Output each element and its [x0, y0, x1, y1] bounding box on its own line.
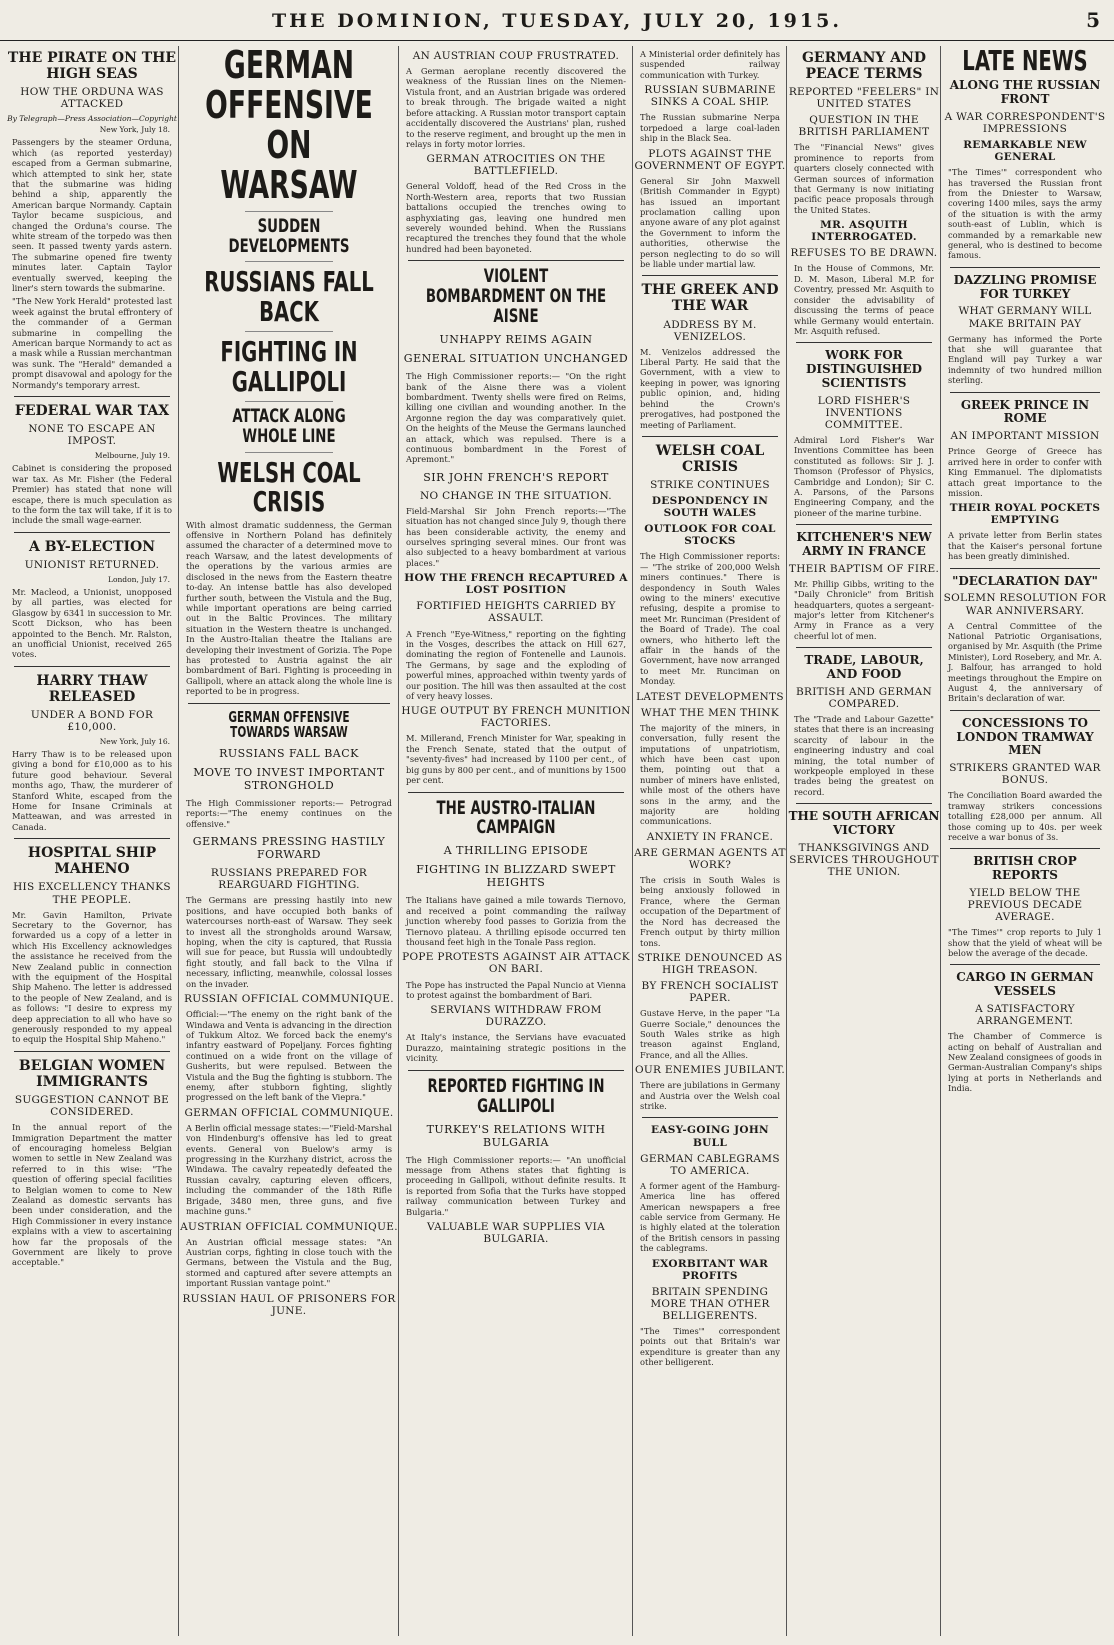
divider [408, 1070, 624, 1071]
dateline: London, July 17. [107, 574, 170, 584]
column-5 [788, 46, 941, 1636]
subheadline: RUSSIAN SUBMARINE SINKS A COAL SHIP. [644, 84, 776, 109]
subheadline: OUR ENEMIES JUBILANT. [634, 1064, 786, 1077]
subheadline: GERMANS PRESSING HASTILY FORWARD [192, 835, 386, 862]
headline: THE SOUTH AFRICAN VICTORY [788, 809, 940, 837]
divider [796, 342, 932, 343]
banner-deck: WELSH COAL CRISIS [217, 455, 361, 519]
article-text: "The Times'" correspondent who has traversed the Russian front from the Dniester to Warsaw, covering 1400 miles, says the army of the situation is with the army south-east of Lublin, which is commanded by a remarkable new general, who is destined to become famous. [948, 167, 1102, 261]
subheadline: QUESTION IN THE BRITISH PARLIAMENT [798, 114, 930, 139]
article-text: The Chamber of Commerce is acting on behalf of Australian and New Zealand consignees of goods in German-Australian Company's ships lying at ports in Netherlands and India. [948, 1031, 1102, 1094]
article-text: A former agent of the Hamburg-America line has offered American newspapers a free cable service from Germany. He is highly elated at the toleration of the British censors in passing the cablegrams. [640, 1180, 780, 1254]
headline: A BY-ELECTION [28, 538, 155, 555]
article-text: The Conciliation Board awarded the tramway strikers concessions totalling £28,000 per annum. All those coming up to 40s. per week receive a war bonus of 3s. [948, 790, 1102, 842]
divider [245, 261, 332, 262]
article-text: Harry Thaw is to be released upon giving a bond for £10,000 as to his future good behaviour. Several months ago, Thaw, the murderer of Stanford White, escaped from the Home for Insane Criminals at Matteawan, and was arrested in Canada. [12, 749, 172, 832]
article-text: The High Commissioner reports:— "On the right bank of the Aisne there was a violent bombardment. Twenty shells were fired on Reims, killing one civilian and wounding another. In the Argonne region the day was comparatively quiet. On the heights of the Meuse the Germans launched an attack, which was repulsed. There is a continuous bombardment in the Forest of Apremont." [406, 371, 626, 465]
article-text: General Voldoff, head of the Red Cross in the North-Western area, reports that two Russian battalions occupied the trenches owing to asphyxiating gas, leaving one hundred men severely wounded behind. When the Russians recaptured the trenches they found that the whole hundred had been bayoneted. [406, 181, 626, 254]
column-3 [400, 46, 633, 1636]
divider [14, 1051, 170, 1052]
article-text: M. Millerand, French Minister for War, speaking in the French Senate, stated that the output of "seventy-fives" had increased by 1100 per cent., of big guns by 800 per cent., and of munitions by 1500 per cent. [406, 733, 627, 786]
divider [245, 452, 332, 453]
divider [642, 436, 778, 437]
divider [950, 964, 1100, 965]
article-text: Gustave Herve, in the paper "La Guerre Sociale," denounces the South Wales strike as high treason against England, France, and all the Allies. [640, 1008, 780, 1060]
subheadline: SERVIANS WITHDRAW FROM DURAZZO. [430, 1004, 602, 1029]
headline: CONCESSIONS TO LONDON TRAMWAY MEN [956, 715, 1094, 758]
article-text: A German aeroplane recently discovered the weakness of the Russian lines on the Niemen-Vistula front, and an Austrian brigade was ordered to break through. The brigade waited a night before attacking. A Russian motor transport captain accidentally discovered the Austrians' plan, rushed to the reserve regiment, and brought up the men in relays in forty motor lorries. [406, 66, 627, 149]
article-text: The High Commissioner reports:— "An unofficial message from Athens states that fighting is proceeding in Gallipoli, without definite results. It is reported from Sofia that the Turks have stopped railway communication between Turkey and Bulgaria." [406, 1154, 626, 1217]
article-text: A French "Eye-Witness," reporting on the fighting in the Vosges, describes the attack on Hill 627, dominating the region of Fontenelle and Launois. The Germans, by sage and the exploding of powerful mines, approached within twenty yards of our position. The hill was then assaulted at the cost of very heavy losses. [406, 628, 626, 701]
headline: HOSPITAL SHIP MAHENO [27, 845, 157, 878]
subheadline: MR. ASQUITH INTERROGATED. [811, 219, 917, 244]
headline: BRITISH CROP REPORTS [973, 854, 1077, 883]
subheadline: MOVE TO INVEST IMPORTANT STRONGHOLD [193, 766, 385, 793]
banner-headline: LATE NEWS [962, 46, 1088, 77]
headline: BELGIAN WOMEN IMMIGRANTS [18, 1057, 166, 1090]
subheadline: EXORBITANT WAR PROFITS [651, 1257, 769, 1282]
subheadline: BRITISH AND GERMAN COMPARED. [795, 685, 932, 710]
divider [950, 848, 1100, 849]
dateline: New York, July 16. [99, 737, 170, 747]
subheadline: A SATISFACTORY ARRANGEMENT. [975, 1002, 1075, 1028]
article-text: Cabinet is considering the proposed war tax. As Mr. Fisher (the Federal Premier) has stated that none will escape, there is much speculation as to the form the tax will take, if it is to include the small wage-earner. [12, 463, 172, 526]
headline: THE GREEK AND THE WAR [641, 282, 779, 315]
article-text: With almost dramatic suddenness, the German offensive in Northern Poland has definitely assumed the character of a determined move to reach Warsaw, and the latest developments of the operations by the various armies are disclosed in the news from the Eastern theatre to-day. An intense battle has also developed further south, between the Vistula and the Bug, while important operations are being carried out in the Baltic Provinces. The military situation in the Western theatre is unchanged. In the Austro-Italian theatre the Italians are developing their investment of Gorizia. The Pope has protested to Austria against the air bombardment of Bari. Fighting is proceeding in Gallipoli, where an attack along the whole line is reported to be in progress. [186, 519, 392, 697]
article-text: Admiral Lord Fisher's War Inventions Committee has been constituted as follows: Sir J. J. Thomson (Professor of Physics, Cambridge and London); Sir C. A. Parsons, of the Parsons Engineering Company, and the pioneer of the marine turbine. [794, 434, 934, 518]
divider [408, 260, 624, 261]
newspaper-title: THE DOMINION, TUESDAY, JULY 20, 1915. [272, 10, 842, 32]
article-text: The Pope has instructed the Papal Nuncio at Vienna to protest against the bombardment of Bari. [406, 979, 626, 1000]
headline: GERMAN OFFENSIVE TOWARDS WARSAW [228, 707, 350, 742]
subheadline: WHAT GERMANY WILL MAKE BRITAIN PAY [958, 305, 1092, 330]
subheadline: THANKSGIVINGS AND SERVICES THROUGHOUT THE UNION. [789, 841, 939, 878]
divider [14, 838, 170, 839]
article-text: Official:—"The enemy on the right bank of the Windawa and Venta is advancing in the direction of Tukkum Altoz. We forced back the enemy's infantry eastward of Popeljany. Forces fighting continued on a wide front on the village of Gusherits, but were repulsed. Between the Vistula and the Bug the fighting is stubborn. The enemy, after stubborn fighting, slightly progressed on the left bank of the Viepra." [186, 1009, 393, 1103]
subheadline: FIGHTING IN BLIZZARD SWEPT HEIGHTS [416, 863, 616, 890]
dateline: Melbourne, July 19. [94, 451, 170, 461]
subheadline: HOW THE FRENCH RECAPTURED A LOST POSITION [404, 572, 628, 597]
article-text: In the House of Commons, Mr. D. M. Mason, Liberal M.P. for Coventry, pressed Mr. Asquith to consider the advisability of discussing the terms of peace while Germany would entertain. Mr. Asquith refused. [794, 263, 934, 336]
subheadline: AN AUSTRIAN COUP FRUSTRATED. [412, 50, 620, 62]
article-text: Prince George of Greece has arrived here in order to confer with King Emmanuel. The diplomatists attach great importance to the mission. [948, 446, 1102, 498]
subheadline: BY FRENCH SOCIALIST PAPER. [641, 980, 779, 1005]
subheadline: RUSSIANS FALL BACK [219, 747, 359, 761]
subheadline: STRIKE CONTINUES [650, 479, 770, 492]
subheadline: AUSTRIAN OFFICIAL COMMUNIQUE. [180, 1220, 398, 1233]
subheadline: GERMAN OFFICIAL COMMUNIQUE. [184, 1106, 394, 1119]
subheadline: REPORTED "FEELERS" IN UNITED STATES [788, 86, 940, 111]
subheadline: UNHAPPY REIMS AGAIN [439, 333, 593, 347]
banner-deck: FIGHTING IN GALLIPOLI [220, 335, 358, 398]
subheadline: STRIKE DENOUNCED AS HIGH TREASON. [637, 951, 783, 976]
divider [14, 396, 170, 397]
banner-deck: ATTACK ALONG WHOLE LINE [232, 405, 346, 447]
subheadline: YIELD BELOW THE PREVIOUS DECADE AVERAGE. [967, 886, 1083, 924]
subheadline: HUGE OUTPUT BY FRENCH MUNITION FACTORIES. [401, 705, 631, 730]
headline: FEDERAL WAR TAX [14, 403, 170, 420]
subheadline: FORTIFIED HEIGHTS CARRIED BY ASSAULT. [416, 600, 616, 625]
divider [408, 792, 624, 793]
subheadline: STRIKERS GRANTED WAR BONUS. [949, 762, 1101, 787]
subheadline: TURKEY'S RELATIONS WITH BULGARIA [426, 1122, 606, 1149]
dateline: New York, July 18. [99, 125, 170, 135]
article-text: "The Times'" correspondent points out that Britain's war expenditure is greater than any other belligerent. [640, 1325, 780, 1368]
subheadline: NONE TO ESCAPE AN IMPOST. [28, 423, 156, 448]
subheadline: PLOTS AGAINST THE GOVERNMENT OF EGYPT. [634, 147, 786, 172]
subheadline: BRITAIN SPENDING MORE THAN OTHER BELLIGERENTS. [650, 1285, 770, 1322]
subheadline: THEIR BAPTISM OF FIRE. [788, 562, 940, 575]
subheadline: HIS EXCELLENCY THANKS THE PEOPLE. [13, 881, 171, 906]
column-6 [942, 46, 1108, 1636]
divider [796, 647, 932, 648]
article-text: Mr. Phillip Gibbs, writing to the "Daily Chronicle" from British headquarters, quotes a sergeant-major's letter from Kitchener's Army in France as a very cheerful lot of men. [794, 578, 934, 641]
headline: ALONG THE RUSSIAN FRONT [949, 78, 1101, 107]
article-text: A Ministerial order definitely has suspended railway communication with Turkey. [640, 49, 780, 80]
article-text: The "Trade and Labour Gazette" states that there is an increasing scarcity of labour in the engineering industry and coal mining, the total number of workpeople employed in these trades being the greatest on record. [794, 713, 934, 797]
article-text: "The Times'" crop reports to July 1 show that the yield of wheat will be below the average of the decade. [948, 927, 1102, 958]
headline: DAZZLING PROMISE FOR TURKEY [953, 272, 1097, 301]
subheadline: UNIONIST RETURNED. [24, 558, 160, 571]
subheadline: A THRILLING EPISODE [443, 844, 589, 858]
article-text: Field-Marshal Sir John French reports:—"The situation has not changed since July 9, though there has been considerable activity, the enemy and ourselves springing several mines. Our front was also subjected to a heavy bombardment at various places." [406, 505, 626, 568]
divider [188, 703, 390, 704]
subheadline: SUGGESTION CANNOT BE CONSIDERED. [14, 1094, 170, 1119]
subheadline: WHAT THE MEN THINK [640, 706, 780, 719]
subheadline: OUTLOOK FOR COAL STOCKS [644, 523, 776, 548]
divider [245, 401, 332, 402]
divider [642, 275, 778, 276]
subheadline: GERMAN CABLEGRAMS TO AMERICA. [640, 1152, 780, 1177]
article-text: In the annual report of the Immigration Department the matter of encouraging homeless Belgian women to settle in New Zealand was referred to in this wise: "The question of offering special facilities to Belgian women to come to New Zealand as domestic servants has been under consideration, and the High Commissioner in every instance explains with a view to ascertaining how far the proposals of the Government are likely to prove acceptable." [12, 1122, 172, 1268]
subheadline: AN IMPORTANT MISSION [950, 430, 1100, 443]
divider [796, 524, 932, 525]
headline: GERMANY AND PEACE TERMS [801, 50, 927, 83]
divider [950, 267, 1100, 268]
article-text: Germany has informed the Porte that she will guarantee that England will pay Turkey a war indemnity of two hundred million sterling. [948, 333, 1102, 386]
article-text: Passengers by the steamer Orduna, which (as reported yesterday) escaped from a German submarine, which attempted to sink her, state that the submarine was hiding behind a ship, apparently the American barque Normandy. Captain Taylor became suspicious, and changed the Orduna's course. The white stream of the torpedo was then seen. It passed twenty yards astern. The submarine opened fire twenty minutes later. Captain Taylor eventually swerved, keeping the liner's stern towards the submarine. [12, 137, 172, 293]
article-text: A private letter from Berlin states that the Kaiser's personal fortune has been greatly diminished. [948, 530, 1102, 562]
headline: WORK FOR DISTINGUISHED SCIENTISTS [805, 348, 923, 390]
subheadline: RUSSIANS PREPARED FOR REARGUARD FIGHTING. [210, 867, 368, 892]
masthead [0, 0, 1114, 41]
subheadline: ARE GERMAN AGENTS AT WORK? [634, 846, 786, 871]
article-text: Mr. Macleod, a Unionist, unopposed by all parties, was elected for Glasgow by 6341 in succession to Mr. Scott Dickson, who has been appointed to the Bench. Mr. Ralston, an unofficial Unionist, received 265 votes. [12, 586, 172, 660]
column-4 [634, 46, 787, 1636]
banner-headline: THE AUSTRO-ITALIAN CAMPAIGN [436, 796, 596, 839]
article-text: A Berlin official message states:—"Field-Marshal von Hindenburg's offensive has led to great events. General von Buelow's army is progressing in the Kurzhany district, across the Windawa. The cavalry repeatedly defeated the Russian cavalry, capturing eleven officers, including the commander of the 18th Rifle Brigade, 3480 men, three guns, and five machine guns." [186, 1122, 392, 1217]
divider [950, 392, 1100, 393]
subheadline: SIR JOHN FRENCH'S REPORT [423, 470, 609, 484]
subheadline: REMARKABLE NEW GENERAL [963, 139, 1087, 164]
headline: CARGO IN GERMAN VESSELS [956, 970, 1094, 999]
subheadline: POPE PROTESTS AGAINST AIR ATTACK ON BARI. [402, 951, 630, 976]
subheadline: REFUSES TO BE DRAWN. [790, 247, 938, 260]
article-text: Mr. Gavin Hamilton, Private Secretary to the Governor, has forwarded us a copy of a letter in which His Excellency acknowledges the assistance he received from the New Zealand public in connection with the equipment of the Hospital Ship Maheno. The letter is addressed to the people of New Zealand, and is as follows: "I desire to express my deep appreciation to all who have so generously responded to my appeal to equip the Hospital Ship Maheno." [12, 909, 172, 1045]
article-text: The "Financial News" gives prominence to reports from quarters closely connected with German sources of information that Germany is now initiating pacific peace proposals through the United States. [794, 142, 934, 215]
subheadline: EASY-GOING JOHN BULL [651, 1124, 769, 1149]
divider [14, 532, 170, 533]
article-text: The High Commissioner reports:— Petrograd reports:—"The enemy continues on the offensive." [186, 798, 392, 829]
headline: "DECLARATION DAY" [952, 573, 1098, 588]
article-text: The High Commissioner reports:— "The strike of 200,000 Welsh miners continues." There is despondency in South Wales owing to the miners' executive refusing, despite a promise to meet Mr. Runciman (President of the Board of Trade). The coal owners, who hitherto left the affair in the hands of the Government, have now arranged to meet Mr. Runciman on Monday. [640, 551, 780, 687]
headline: THE PIRATE ON THE HIGH SEAS [7, 50, 177, 83]
page-number: 5 [1086, 8, 1100, 32]
article-text: A Central Committee of the National Patriotic Organisations, organised by Mr. Asquith (the Prime Minister), Lord Rosebery, and Mr. A. J. Balfour, has arranged to hold meetings throughout the Empire on August 4, the anniversary of Britain's declaration of war. [948, 620, 1102, 704]
headline: GREEK PRINCE IN ROME [960, 397, 1090, 426]
subheadline: THEIR ROYAL POCKETS EMPTYING [949, 502, 1101, 527]
article-text: The Germans are pressing hastily into new positions, and have occupied both banks of watercourses north-east of Warsaw. They seek to invest all the strongholds around Warsaw, hoping, when the city is captured, that Russia will sue for peace, but Russia will undoubtedly fight stoutly, and fall back to the Vilna if necessary, inflicting, meanwhile, colossal losses on the invader. [186, 895, 392, 989]
article-text: M. Venizelos addressed the Liberal Party. He said that the Government, with a view to keeping in power, was ignoring public opinion, and, hiding behind the Crown's prerogatives, had postponed the meeting of Parliament. [640, 346, 780, 430]
headline: WELSH COAL CRISIS [655, 442, 765, 475]
article-text: At Italy's instance, the Servians have evacuated Durazzo, maintaining strategic positions in the vicinity. [406, 1032, 626, 1064]
article-text: The Italians have gained a mile towards Tiernovo, and received a point commanding the railway junction whereby food passes to Gorizia from the Tiernovo plateau. A thrilling episode occurred ten thousand feet high in the Tonale Pass region. [406, 895, 626, 947]
subheadline: UNDER A BOND FOR £10,000. [30, 708, 154, 733]
banner-headline: REPORTED FIGHTING IN GALLIPOLI [427, 1074, 605, 1117]
divider [245, 331, 332, 332]
article-text: The Russian submarine Nerpa torpedoed a large coal-laden ship in the Black Sea. [640, 112, 780, 144]
banner-headline: VIOLENT BOMBARDMENT ON THE AISNE [425, 265, 607, 328]
subheadline: HOW THE ORDUNA WAS ATTACKED [20, 86, 164, 111]
divider [642, 1117, 778, 1118]
article-text: The crisis in South Wales is being anxiously followed in France, where the German occupation of the Department of the Nord has decreased the French output by thirty million tons. [640, 875, 780, 948]
subheadline: SOLEMN RESOLUTION FOR WAR ANNIVERSARY. [943, 592, 1107, 617]
subheadline: DESPONDENCY IN SOUTH WALES [651, 495, 769, 520]
subheadline: A WAR CORRESPONDENT'S IMPRESSIONS [944, 110, 1106, 136]
subheadline: GENERAL SITUATION UNCHANGED [403, 352, 629, 366]
article-text: "The New York Herald" protested last week against the brutal effrontery of the commander of a German submarine in compelling the American barque Normandy to act as a mask while a Russian merchantman was sunk. The "Herald" demanded a prompt disavowal and apology for the Normandy's temporary arrest. [12, 296, 172, 390]
article-text: The majority of the miners, in conversation, fully resent the imputations of unpatriotism, which have been cast upon them, pointing out that a number of miners have enlisted, while most of the others have sons in the army, and the majority are holding communications. [640, 722, 780, 827]
subheadline: LORD FISHER'S INVENTIONS COMMITTEE. [817, 394, 911, 431]
divider [245, 211, 332, 212]
banner-deck: SUDDEN DEVELOPMENTS [228, 214, 350, 257]
article-text: An Austrian official message states: "An Austrian corps, fighting in close touch with the Germans, between the Vistula and the Bug, stormed and captured after severe attempts an important Russian vantage point." [186, 1236, 392, 1289]
subheadline: LATEST DEVELOPMENTS [636, 690, 784, 703]
subheadline: RUSSIAN OFFICIAL COMMUNIQUE. [184, 993, 394, 1006]
divider [14, 666, 170, 667]
article-text: There are jubilations in Germany and Austria over the Welsh coal strike. [640, 1080, 780, 1112]
divider [950, 710, 1100, 711]
byline: By Telegraph—Press Association—Copyright [7, 114, 177, 124]
headline: TRADE, LABOUR, AND FOOD [804, 653, 924, 682]
banner-headline: GERMAN OFFENSIVE ON WARSAW [205, 46, 373, 207]
article-text: General Sir John Maxwell (British Commander in Egypt) has issued an important proclamation calling upon anyone aware of any plot against the Government to inform the authorities, otherwise the person neglecting to do so will be liable under martial law. [640, 175, 780, 269]
column-1 [6, 46, 179, 1636]
subheadline: GERMAN ATROCITIES ON THE BATTLEFIELD. [426, 153, 606, 178]
banner-deck: RUSSIANS FALL BACK [204, 265, 374, 328]
subheadline: ADDRESS BY M. VENIZELOS. [663, 318, 757, 343]
column-2 [180, 46, 399, 1636]
subheadline: RUSSIAN HAUL OF PRISONERS FOR JUNE. [182, 1292, 396, 1317]
headline: KITCHENER'S NEW ARMY IN FRANCE [796, 530, 932, 558]
divider [796, 803, 932, 804]
subheadline: ANXIETY IN FRANCE. [646, 830, 774, 843]
divider [950, 568, 1100, 569]
headline: HARRY THAW RELEASED [36, 672, 148, 705]
subheadline: NO CHANGE IN THE SITUATION. [420, 489, 612, 502]
subheadline: VALUABLE WAR SUPPLIES VIA BULGARIA. [426, 1221, 606, 1246]
